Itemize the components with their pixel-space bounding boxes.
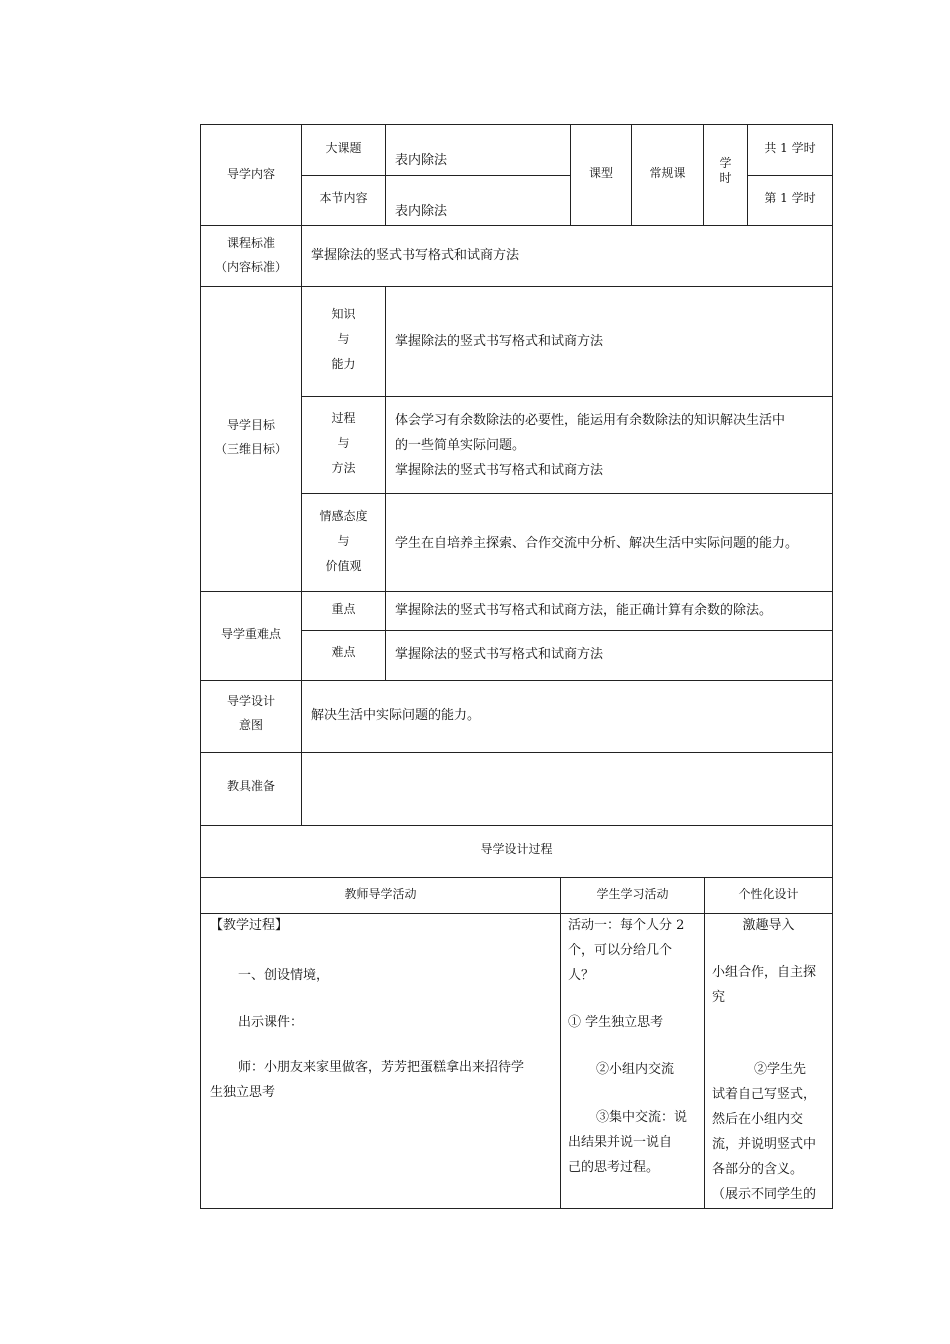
cell-tools-text bbox=[301, 752, 833, 826]
student-step3-line1: ③集中交流：说 bbox=[596, 1110, 688, 1125]
teacher-p1: 一、创设情境， bbox=[238, 968, 330, 983]
student-activity-line2: 个，可以分给几个 bbox=[568, 943, 673, 958]
intent-text: 解决生活中实际问题的能力。 bbox=[311, 708, 481, 723]
teacher-p3-line1: 师：小朋友来家里做客，芳芳把蛋糕拿出来招待学 bbox=[238, 1060, 525, 1075]
personal-p3-line1: ②学生先 bbox=[754, 1062, 807, 1077]
knowledge-text: 掌握除法的竖式书写格式和试商方法 bbox=[395, 334, 604, 349]
process-label-3: 方法 bbox=[331, 461, 356, 475]
process-text-line1: 体会学习有余数除法的必要性，能运用有余数除法的知识解决生活中 bbox=[395, 413, 786, 428]
emotion-label-1: 情感态度 bbox=[319, 509, 368, 523]
gong-xueshi: 共 1 学时 bbox=[764, 141, 816, 155]
student-step3-line3: 己的思考过程。 bbox=[568, 1160, 660, 1175]
zhongdian-text: 掌握除法的竖式书写格式和试商方法，能正确计算有余数的除法。 bbox=[395, 603, 773, 618]
nandian-label: 难点 bbox=[331, 645, 356, 659]
process-text-line2: 的一些简单实际问题。 bbox=[395, 438, 526, 453]
kexing-label: 课型 bbox=[588, 166, 613, 180]
personal-p3-line3: 然后在小组内交 bbox=[712, 1112, 804, 1127]
personal-p3-line4: 流，并说明竖式中 bbox=[712, 1137, 817, 1152]
di-xueshi: 第 1 学时 bbox=[764, 191, 816, 205]
benjie-label: 本节内容 bbox=[319, 191, 368, 205]
knowledge-label-3: 能力 bbox=[331, 357, 356, 371]
tools-label: 教具准备 bbox=[226, 779, 275, 793]
personal-p2-line1: 小组合作，自主探 bbox=[712, 965, 817, 980]
teacher-p2: 出示课件： bbox=[238, 1015, 304, 1030]
goals-label-1: 导学目标 bbox=[226, 418, 275, 432]
dake-ti-label: 大课题 bbox=[325, 141, 362, 155]
knowledge-label-1: 知识 bbox=[331, 307, 356, 321]
emotion-label-2: 与 bbox=[337, 534, 350, 548]
personal-p3-line6: （展示不同学生的 bbox=[712, 1187, 817, 1202]
intent-label-2: 意图 bbox=[238, 718, 263, 732]
standard-label-2: （内容标准） bbox=[214, 260, 287, 274]
col-teacher-header: 教师导学活动 bbox=[344, 887, 417, 901]
process-title: 导学设计过程 bbox=[480, 842, 553, 856]
standard-label-1: 课程标准 bbox=[226, 236, 275, 250]
xueshi-label-1: 学 bbox=[719, 156, 732, 170]
student-step3-line2: 出结果并说一说自 bbox=[568, 1135, 673, 1150]
student-activity-line1: 活动一：每个人分 2 bbox=[568, 918, 685, 933]
keypoints-label: 导学重难点 bbox=[220, 627, 281, 641]
xueshi-label-2: 时 bbox=[719, 171, 732, 185]
col-student-header: 学生学习活动 bbox=[596, 887, 669, 901]
teacher-p3-line2: 生独立思考 bbox=[210, 1085, 276, 1100]
daoxue-neirong-label: 导学内容 bbox=[226, 167, 275, 181]
process-label-2: 与 bbox=[337, 436, 350, 450]
goals-label-2: （三维目标） bbox=[214, 442, 287, 456]
personal-p3-line5: 各部分的含义。 bbox=[712, 1162, 804, 1177]
benjie-value: 表内除法 bbox=[395, 204, 448, 219]
personal-p3-line2: 试着自己写竖式， bbox=[712, 1087, 817, 1102]
kexing-value: 常规课 bbox=[649, 166, 686, 180]
col-personal-header: 个性化设计 bbox=[738, 887, 799, 901]
zhongdian-label: 重点 bbox=[331, 602, 356, 616]
standard-text: 掌握除法的竖式书写格式和试商方法 bbox=[311, 248, 520, 263]
process-text-line3: 掌握除法的竖式书写格式和试商方法 bbox=[395, 463, 604, 478]
personal-p1: 激趣导入 bbox=[742, 918, 795, 933]
student-step1: ① 学生独立思考 bbox=[568, 1015, 664, 1030]
process-label-1: 过程 bbox=[331, 411, 356, 425]
teacher-heading: 【教学过程】 bbox=[210, 918, 289, 933]
student-step2: ②小组内交流 bbox=[596, 1062, 675, 1077]
knowledge-label-2: 与 bbox=[337, 332, 350, 346]
dake-ti-value: 表内除法 bbox=[395, 153, 448, 168]
emotion-label-3: 价值观 bbox=[325, 559, 362, 573]
personal-p2-line2: 究 bbox=[712, 990, 726, 1005]
intent-label-1: 导学设计 bbox=[226, 694, 275, 708]
student-activity-line3: 人？ bbox=[568, 968, 595, 983]
nandian-text: 掌握除法的竖式书写格式和试商方法 bbox=[395, 647, 604, 662]
emotion-text: 学生在自培养主探索、合作交流中分析、解决生活中实际问题的能力。 bbox=[395, 536, 799, 551]
